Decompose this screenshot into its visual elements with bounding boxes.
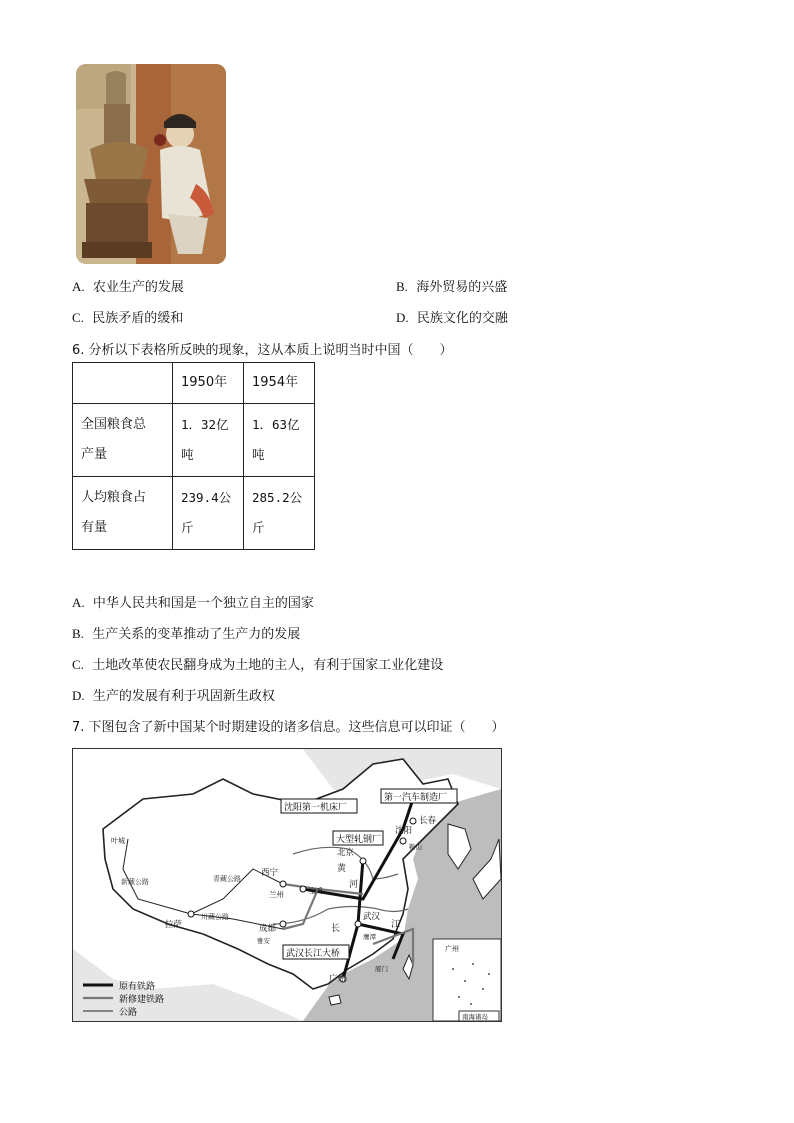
table-cell: 285.2公 斤 xyxy=(244,477,315,550)
table-row xyxy=(73,477,315,550)
q5-option-a: A. 农业生产的发展 xyxy=(72,279,184,295)
svg-text:广州: 广州 xyxy=(445,945,459,953)
svg-text:长: 长 xyxy=(331,924,341,934)
svg-text:大型轧钢厂: 大型轧钢厂 xyxy=(336,835,382,845)
q5-option-b: B. 海外贸易的兴盛 xyxy=(396,279,508,295)
svg-text:沈阳第一机床厂: 沈阳第一机床厂 xyxy=(284,803,348,813)
svg-text:叶城: 叶城 xyxy=(111,837,125,845)
q6-option-c: C. 土地改革使农民翻身成为土地的主人，有利于国家工业化建设 xyxy=(72,657,444,673)
svg-text:第一汽车制造厂: 第一汽车制造厂 xyxy=(384,793,448,803)
svg-text:南海诸岛: 南海诸岛 xyxy=(462,1013,488,1021)
svg-text:西宁: 西宁 xyxy=(261,868,279,878)
grain-table xyxy=(72,362,315,550)
mural-painting xyxy=(76,64,226,264)
table-cell: 1．32亿 吨 xyxy=(173,404,244,477)
svg-text:河: 河 xyxy=(349,880,359,890)
svg-text:广州: 广州 xyxy=(329,974,347,984)
q6-option-a: A. 中华人民共和国是一个独立自主的国家 xyxy=(72,595,314,611)
table-header-cell xyxy=(73,363,173,404)
svg-text:青藏公路: 青藏公路 xyxy=(213,875,241,883)
svg-text:武汉: 武汉 xyxy=(363,912,381,922)
svg-text:新修建铁路: 新修建铁路 xyxy=(119,995,165,1005)
q5-option-c: C. 民族矛盾的缓和 xyxy=(72,310,184,326)
svg-text:沈阳: 沈阳 xyxy=(395,826,413,836)
table-cell: 1．63亿 吨 xyxy=(244,404,315,477)
svg-text:宝鸡: 宝鸡 xyxy=(309,887,323,895)
table-header-cell: 1950年 xyxy=(173,363,244,404)
table-row xyxy=(73,404,315,477)
q6-stem: 6. 分析以下表格所反映的现象，这从本质上说明当时中国（ ） xyxy=(72,343,453,358)
q5-option-d: D. 民族文化的交融 xyxy=(396,310,508,326)
svg-text:成都: 成都 xyxy=(259,924,277,934)
svg-text:公路: 公路 xyxy=(119,1008,138,1018)
table-header-row xyxy=(73,363,315,404)
q6-option-d: D. 生产的发展有利于巩固新生政权 xyxy=(72,688,275,704)
svg-text:长春: 长春 xyxy=(419,816,437,826)
svg-text:原有铁路: 原有铁路 xyxy=(119,982,156,992)
q6-option-b: B. 生产关系的变革推动了生产力的发展 xyxy=(72,626,301,642)
svg-text:北京: 北京 xyxy=(337,848,355,858)
table-header-cell: 1954年 xyxy=(244,363,315,404)
china-construction-map xyxy=(72,748,502,1022)
svg-text:武汉长江大桥: 武汉长江大桥 xyxy=(286,949,341,959)
svg-text:厦门: 厦门 xyxy=(375,965,388,973)
svg-text:拉萨: 拉萨 xyxy=(165,920,183,930)
svg-text:黄: 黄 xyxy=(337,864,347,874)
table-cell: 239.4公 斤 xyxy=(173,477,244,550)
svg-text:鞍山: 鞍山 xyxy=(409,843,422,851)
svg-text:鹰潭: 鹰潭 xyxy=(363,933,376,941)
svg-text:川藏公路: 川藏公路 xyxy=(201,913,229,921)
q7-stem: 7. 下图包含了新中国某个时期建设的诸多信息。这些信息可以印证（ ） xyxy=(72,720,505,735)
svg-text:雅安: 雅安 xyxy=(257,937,270,945)
svg-text:兰州: 兰州 xyxy=(269,890,284,899)
svg-text:江: 江 xyxy=(391,920,401,930)
table-cell: 全国粮食总 产量 xyxy=(73,404,173,477)
table-cell: 人均粮食占 有量 xyxy=(73,477,173,550)
svg-text:新藏公路: 新藏公路 xyxy=(121,878,149,886)
